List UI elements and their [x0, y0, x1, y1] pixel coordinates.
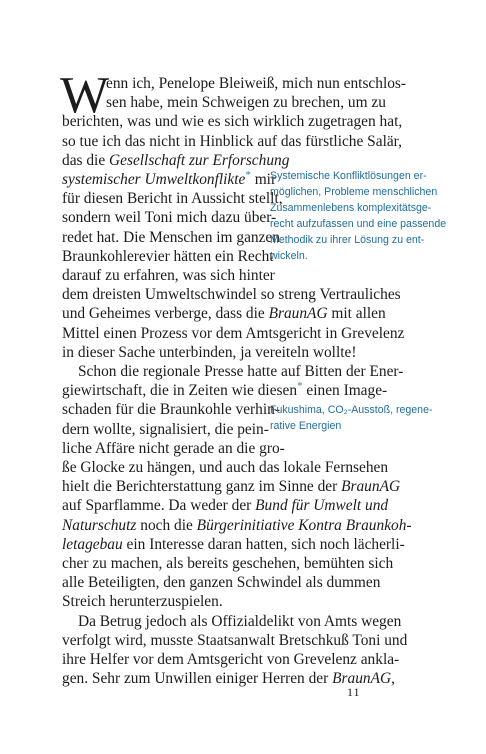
margin-note-1-line: recht aufzufassen und eine passende	[270, 218, 447, 230]
body-line-19: dern wollte, signalisiert, die pein-	[62, 420, 269, 438]
margin-note-1-line: Methodik zu ihrer Lösung zu ent-	[270, 234, 425, 246]
body-line-32: gen. Sehr zum Unwillen einiger Herren der BraunAG,	[62, 670, 395, 688]
margin-note-2	[270, 402, 478, 434]
body-line-17: giewirtschaft, die in Zeiten wie diesen* einen Image-	[62, 380, 388, 400]
margin-note-2-line: Fukushima, CO₂-Ausstoß, regene-	[270, 404, 433, 417]
margin-note-1-line: Zusammenlebens komplexitätsge-	[270, 202, 432, 214]
body-line-10: Braunkohlerevier hätten ein Recht	[62, 247, 274, 265]
body-line-25: letagebau ein Interesse daran hatten, sich noch lächerli-	[62, 535, 405, 553]
margin-note-1-line: möglichen, Probleme menschlichen	[270, 186, 438, 198]
body-line-2: sen habe, mein Schweigen zu brechen, um zu	[106, 94, 386, 112]
body-line-5: das die Gesellschaft zur Erforschung	[62, 151, 290, 169]
margin-note-2-line: rative Energien	[270, 420, 342, 433]
body-line-31: ihre Helfer vor dem Amtsgericht von Grevelenz ankla-	[62, 651, 400, 668]
page-number: 11	[347, 685, 361, 699]
body-line-1: enn ich, Penelope Bleiweiß, mich nun entschlos-	[106, 75, 407, 92]
body-line-29: Da Betrug jedoch als Offizialdelikt von Amts wegen	[78, 612, 402, 630]
body-line-20: liche Affäre nicht gerade an die gro-	[62, 439, 285, 457]
body-line-23: auf Sparflamme. Da weder der Bund für Umwelt und	[62, 497, 389, 515]
margin-note-1-line: Systemische Konfliktlösungen er-	[270, 170, 427, 182]
body-line-18: schaden für die Braunkohle verhin-	[62, 401, 280, 419]
body-line-14: Mittel einen Prozess vor dem Amtsgericht in Grevelenz	[62, 324, 405, 342]
body-line-7: für diesen Bericht in Aussicht stellt,	[62, 190, 283, 208]
body-line-22: hielt die Berichterstattung ganz im Sinne der BraunAG	[62, 478, 401, 496]
body-line-9: redet hat. Die Menschen im ganzen	[62, 228, 280, 246]
margin-note-1-line: wickeln.	[270, 250, 308, 262]
drop-cap: W	[60, 67, 110, 124]
body-line-21: ße Glocke zu hängen, und auch das lokale Fernsehen	[62, 459, 389, 476]
body-line-6: systemischer Umweltkonflikte* mir	[62, 168, 277, 188]
body-line-8: sondern weil Toni mich dazu über-	[62, 209, 277, 227]
body-line-4: so tue ich das nicht in Hinblick auf das fürstliche Salär,	[62, 132, 403, 150]
margin-note-1	[270, 168, 478, 264]
body-line-3: berichten, was und wie es sich wirklich zugetragen hat,	[62, 113, 403, 131]
body-line-15: in dieser Sache unterbinden, ja vereiteln wollte!	[62, 343, 357, 361]
body-line-24: Naturschutz noch die Bürgerinitiative Kontra Braunkoh-	[62, 516, 412, 534]
body-line-26: cher zu machen, als bereits geschehen, bemühten sich	[62, 555, 394, 572]
body-line-13: und Geheimes verberge, dass die BraunAG mit allen	[62, 305, 386, 323]
body-line-27: alle Beteiligten, den ganzen Schwindel als dummen	[62, 574, 381, 592]
body-line-12: dem dreisten Umweltschwindel so streng Vertrauliches	[62, 286, 401, 304]
body-line-30: verfolgt wird, musste Staatsanwalt Bretschkuß Toni und	[62, 631, 408, 649]
body-line-28: Streich herunterzuspielen.	[62, 593, 223, 611]
body-line-11: darauf zu erfahren, was sich hinter	[62, 267, 275, 284]
body-line-16: Schon die regionale Presse hatte auf Bitten der Ener-	[78, 363, 404, 380]
